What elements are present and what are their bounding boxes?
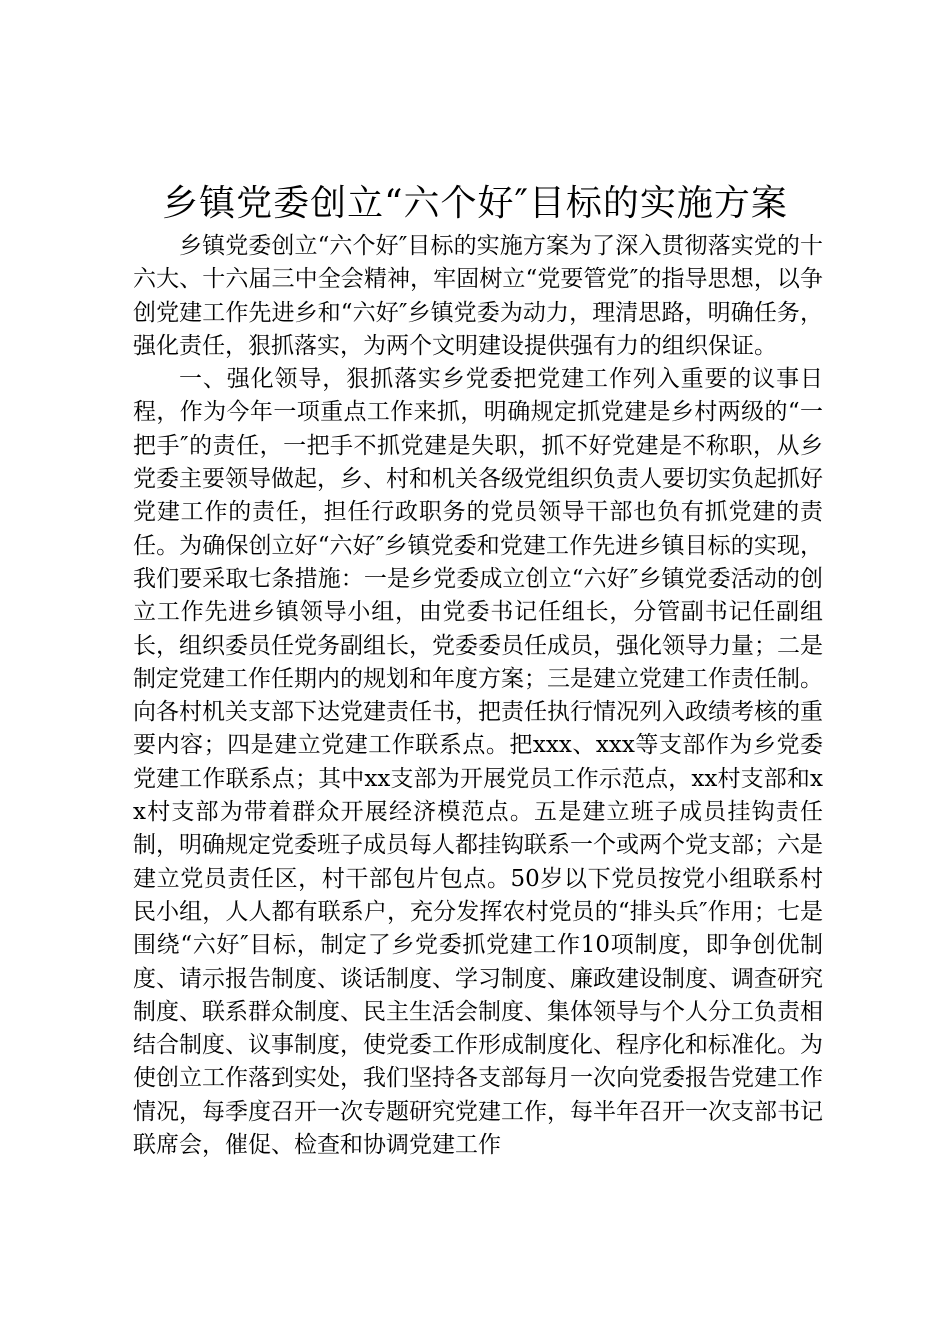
intro-paragraph: 乡镇党委创立“六个好″目标的实施方案为了深入贯彻落实党的十六大、十六届三中全会精神，牢固树立“党要管党″的指导思想，以争创党建工作先进乡和“六好″乡镇党委为动力，理清思路，明确任务，强化责任，狠抓落实，为两个文明建设提供强有力的组织保证。 [133, 233, 823, 359]
section-one-paragraph: 一、强化领导，狠抓落实乡党委把党建工作列入重要的议事日程，作为今年一项重点工作来抓，明确规定抓党建是乡村两级的“一把手″的责任，一把手不抓党建是失职，抓不好党建是不称职，从乡党委主要领导做起，乡、村和机关各级党组织负责人要切实负起抓好党建工作的责任，担任行政职务的党员领导干部也负有抓党建的责任。为确保创立好“六好″乡镇党委和党建工作先进乡镇目标的实现，我们要采取七条措施：一是乡党委成立创立“六好″乡镇党委活动的创立工作先进乡镇领导小组，由党委书记任组长，分管副书记任副组长，组织委员任党务副组长，党委委员任成员，强化领导力量；二是制定党建工作任期内的规划和年度方案；三是建立党建工作责任制。向各村机关支部下达党建责任书，把责任执行情况列入政绩考核的重要内容；四是建立党建工作联系点。把xxx、xxx等支部作为乡党委党建工作联系点；其中xx支部为开展党员工作示范点，xx村支部和xx村支部为带着群众开展经济模范点。五是建立班子成员挂钩责任制，明确规定党委班子成员每人都挂钩联系一个或两个党支部；六是建立党员责任区，村干部包片包点。50岁以下党员按党小组联系村民小组，人人都有联系户，充分发挥农村党员的“排头兵″作用；七是围绕“六好″目标，制定了乡党委抓党建工作10项制度，即争创优制度、请示报告制度、谈话制度、学习制度、廉政建设制度、调查研究制度、联系群众制度、民主生活会制度、集体领导与个人分工负责相结合制度、议事制度，使党委工作形成制度化、程序化和标准化。为使创立工作落到实处，我们坚持各支部每月一次向党委报告党建工作情况，每季度召开一次专题研究党建工作，每半年召开一次支部书记联席会，催促、检查和协调党建工作 [133, 366, 823, 1159]
document-body [133, 230, 823, 1162]
document-title: 乡镇党委创立“六个好″目标的实施方案 [162, 183, 788, 224]
